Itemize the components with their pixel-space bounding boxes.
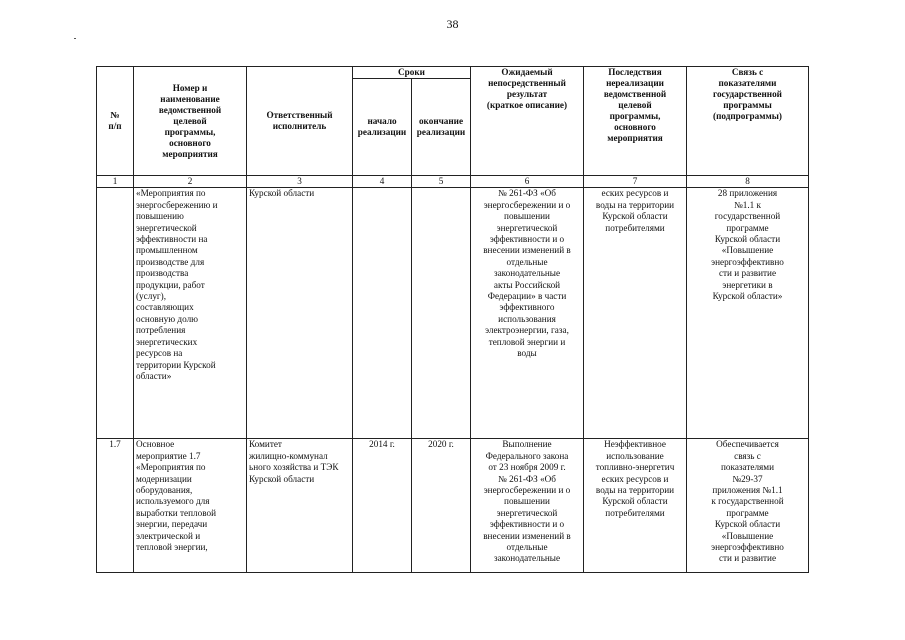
header-row-1 [97,67,809,79]
page-number: 38 [446,17,459,31]
header-terms: Сроки [353,67,471,79]
row-name: Основное мероприятие 1.7 «Мероприятия по модернизации оборудования, используемого для выработки тепловой энергии, передачи электрической и тепловой энергии, [134,439,247,573]
row-result: № 261-ФЗ «Об энергосбережении и о повышении энергетической эффективности и о внесении изменений в отдельные законодательные акты Российской Федерации» в части эффективного использования электроэнергии, газа, тепловой энергии и воды [471,188,584,439]
row-responsible: Курской области [247,188,353,439]
header-end: окончание реализации [412,79,471,176]
row-end: 2020 г. [412,439,471,573]
row-start: 2014 г. [353,439,412,573]
row-name: «Мероприятия по энергосбережению и повышению энергетической эффективности на промышленном производстве для производства продукции, работ (услуг), составляющих основную долю потребления энергетических ресурсов на территории Курской области» [134,188,247,439]
scan-speck [74,38,76,39]
table-row [97,439,809,573]
header-consequences: Последствия нереализации ведомственной целевой программы, основного мероприятия [584,67,687,176]
column-number: 8 [687,176,809,188]
program-activities-table [96,66,809,573]
row-num [97,188,134,439]
row-consequences: еских ресурсов и воды на территории Курской области потребителями [584,188,687,439]
column-number: 2 [134,176,247,188]
row-result: Выполнение Федерального закона от 23 ноября 2009 г. № 261-ФЗ «Об энергосбережении и о повышении энергетической эффективности и о внесении изменений в отдельные законодательные [471,439,584,573]
header-name: Номер и наименование ведомственной целевой программы, основного мероприятия [134,67,247,176]
row-link: 28 приложения №1.1 к государственной программе Курской области «Повышение энергоэффективно сти и развитие энергетики в Курской области» [687,188,809,439]
table-row [97,188,809,439]
column-number: 4 [353,176,412,188]
header-responsible: Ответственный исполнитель [247,67,353,176]
column-number: 7 [584,176,687,188]
row-responsible: Комитет жилищно-коммунал ьного хозяйства и ТЭК Курской области [247,439,353,573]
row-consequences: Неэффективное использование топливно-энергетич еских ресурсов и воды на территории Курской области потребителями [584,439,687,573]
row-link: Обеспечивается связь с показателями №29-37 приложения №1.1 к государственной программе Курской области «Повышение энергоэффективно сти и развитие [687,439,809,573]
column-number-row [97,176,809,188]
row-num: 1.7 [97,439,134,573]
column-number: 1 [97,176,134,188]
header-num: № п/п [97,67,134,176]
row-end [412,188,471,439]
header-link: Связь с показателями государственной программы (подпрограммы) [687,67,809,176]
column-number: 3 [247,176,353,188]
header-start: начало реализации [353,79,412,176]
row-start [353,188,412,439]
column-number: 6 [471,176,584,188]
column-number: 5 [412,176,471,188]
header-result: Ожидаемый непосредственный результат (краткое описание) [471,67,584,176]
